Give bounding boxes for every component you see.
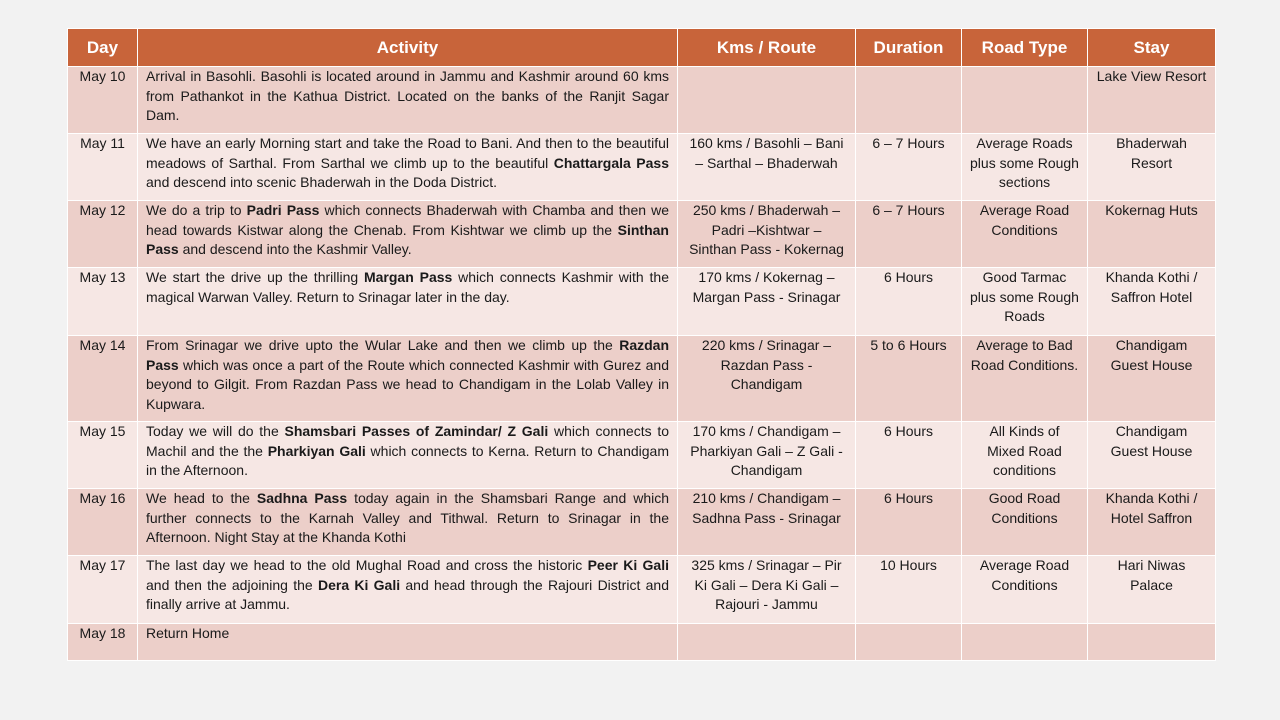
activity-text: which connects Kashmir with the magical Warwan Valley. Return to Srinagar later in the day. [146, 269, 669, 305]
activity-text: We start the drive up the thrilling [146, 269, 364, 285]
activity-highlight: Shamsbari Passes of Zamindar/ Z Gali [284, 423, 549, 439]
road-type-cell: Good Tarmac plus some Rough Roads [962, 268, 1088, 336]
activity-text: We have an early Morning start and take the Road to Bani. And then to the beautiful meadows of Sarthal. From Sarthal we climb up to the beautiful [146, 135, 669, 171]
activity-cell [138, 201, 678, 268]
activity-cell [138, 67, 678, 134]
activity-text: We head to the [146, 490, 257, 506]
road-type-cell: Good Road Conditions [962, 489, 1088, 556]
activity-text: From Srinagar we drive upto the Wular Lake and then we climb up the [146, 337, 620, 353]
day-cell: May 11 [68, 134, 138, 201]
road-type-cell: Average to Bad Road Conditions. [962, 336, 1088, 422]
road-type-cell: Average Roads plus some Rough sections [962, 134, 1088, 201]
itinerary-body [68, 67, 1216, 661]
header-activity: Activity [138, 29, 678, 67]
route-cell [678, 624, 856, 661]
route-cell: 170 kms / Kokernag – Margan Pass - Srinagar [678, 268, 856, 336]
duration-cell: 6 Hours [856, 268, 962, 336]
activity-highlight: Razdan Pass [146, 337, 669, 373]
activity-text: The last day we head to the old Mughal Road and cross the historic [146, 557, 588, 573]
activity-text: and then the adjoining the [146, 576, 318, 593]
stay-cell: Chandigam Guest House [1088, 336, 1216, 422]
route-cell: 220 kms / Srinagar – Razdan Pass - Chandigam [678, 336, 856, 422]
road-type-cell: All Kinds of Mixed Road conditions [962, 422, 1088, 489]
stay-cell: Kokernag Huts [1088, 201, 1216, 268]
activity-text: and head through the Rajouri District and finally arrive at Jammu. [146, 576, 669, 612]
activity-text: and descend into the Kashmir Valley. [178, 241, 412, 257]
stay-cell: Khanda Kothi / Saffron Hotel [1088, 268, 1216, 336]
day-cell: May 14 [68, 336, 138, 422]
route-cell: 170 kms / Chandigam – Pharkiyan Gali – Z Gali - Chandigam [678, 422, 856, 489]
activity-text: today again in the Shamsbari Range and which further connects to the Karnah Valley and Tithwal. Return to Srinagar in the Afternoon. Night Stay at the Khanda Kothi [146, 490, 670, 545]
activity-text: and descend into scenic Bhaderwah in the Doda District. [146, 174, 497, 190]
day-cell: May 18 [68, 624, 138, 661]
stay-cell: Khanda Kothi / Hotel Saffron [1088, 489, 1216, 556]
table-row [68, 489, 1216, 556]
route-cell: 160 kms / Basohli – Bani – Sarthal – Bhaderwah [678, 134, 856, 201]
day-cell: May 16 [68, 489, 138, 556]
table-row [68, 134, 1216, 201]
activity-highlight: Margan Pass [363, 269, 453, 285]
stay-cell: Bhaderwah Resort [1088, 134, 1216, 201]
activity-cell [138, 556, 678, 624]
activity-cell [138, 134, 678, 201]
activity-cell [138, 268, 678, 336]
activity-highlight: Sinthan Pass [146, 221, 669, 257]
header-road-type: Road Type [962, 29, 1088, 67]
header-row [68, 29, 1216, 67]
stay-cell: Lake View Resort [1088, 67, 1216, 134]
duration-cell: 6 Hours [856, 489, 962, 556]
route-cell: 325 kms / Srinagar – Pir Ki Gali – Dera Ki Gali – Rajouri - Jammu [678, 556, 856, 624]
activity-highlight: Sadhna Pass [256, 490, 348, 506]
stay-cell [1088, 624, 1216, 661]
activity-text: which connects to Kerna. Return to Chandigam in the Afternoon. [146, 442, 670, 478]
activity-cell [138, 422, 678, 489]
activity-text: which connects Bhaderwah with Chamba and then we head towards Kistwar along the Chenab. From Kishtwar we climb up the [146, 202, 670, 238]
day-cell: May 10 [68, 67, 138, 134]
stay-cell: Hari Niwas Palace [1088, 556, 1216, 624]
table-row [68, 624, 1216, 661]
duration-cell: 6 Hours [856, 422, 962, 489]
day-cell: May 13 [68, 268, 138, 336]
duration-cell: 5 to 6 Hours [856, 336, 962, 422]
activity-text: Arrival in Basohli. Basohli is located around in Jammu and Kashmir around 60 kms from Pathankot in the Kathua District. Located on the banks of the Ranjit Sagar Dam. [146, 68, 669, 123]
road-type-cell: Average Road Conditions [962, 201, 1088, 268]
header-route: Kms / Route [678, 29, 856, 67]
header-duration: Duration [856, 29, 962, 67]
day-cell: May 15 [68, 422, 138, 489]
header-stay: Stay [1088, 29, 1216, 67]
activity-highlight: Dera Ki Gali [317, 576, 401, 593]
activity-text: Today we will do the [146, 423, 285, 439]
activity-text: We do a trip to [146, 202, 247, 218]
table-row [68, 422, 1216, 489]
day-cell: May 17 [68, 556, 138, 624]
activity-text: which connects to Machil and the the [146, 423, 670, 459]
activity-text: Return Home [146, 625, 230, 641]
route-cell [678, 67, 856, 134]
activity-highlight: Peer Ki Gali [587, 557, 669, 573]
stay-cell: Chandigam Guest House [1088, 422, 1216, 489]
itinerary-table [67, 28, 1216, 661]
activity-text: which was once a part of the Route which connected Kashmir with Gurez and beyond to Gilgit. From Razdan Pass we head to Chandigam in the Lolab Valley in Kupwara. [146, 356, 669, 412]
table-row [68, 336, 1216, 422]
activity-highlight: Chattargala Pass [553, 154, 669, 171]
activity-cell [138, 336, 678, 422]
header-day: Day [68, 29, 138, 67]
activity-highlight: Pharkiyan Gali [267, 442, 366, 459]
duration-cell [856, 67, 962, 134]
duration-cell [856, 624, 962, 661]
table-row [68, 556, 1216, 624]
route-cell: 210 kms / Chandigam – Sadhna Pass - Srinagar [678, 489, 856, 556]
duration-cell: 6 – 7 Hours [856, 134, 962, 201]
route-cell: 250 kms / Bhaderwah – Padri –Kishtwar – Sinthan Pass - Kokernag [678, 201, 856, 268]
activity-highlight: Padri Pass [246, 202, 320, 218]
duration-cell: 10 Hours [856, 556, 962, 624]
duration-cell: 6 – 7 Hours [856, 201, 962, 268]
table-row [68, 201, 1216, 268]
table-row [68, 67, 1216, 134]
road-type-cell [962, 624, 1088, 661]
road-type-cell: Average Road Conditions [962, 556, 1088, 624]
activity-cell [138, 489, 678, 556]
table-row [68, 268, 1216, 336]
day-cell: May 12 [68, 201, 138, 268]
activity-cell [138, 624, 678, 661]
road-type-cell [962, 67, 1088, 134]
